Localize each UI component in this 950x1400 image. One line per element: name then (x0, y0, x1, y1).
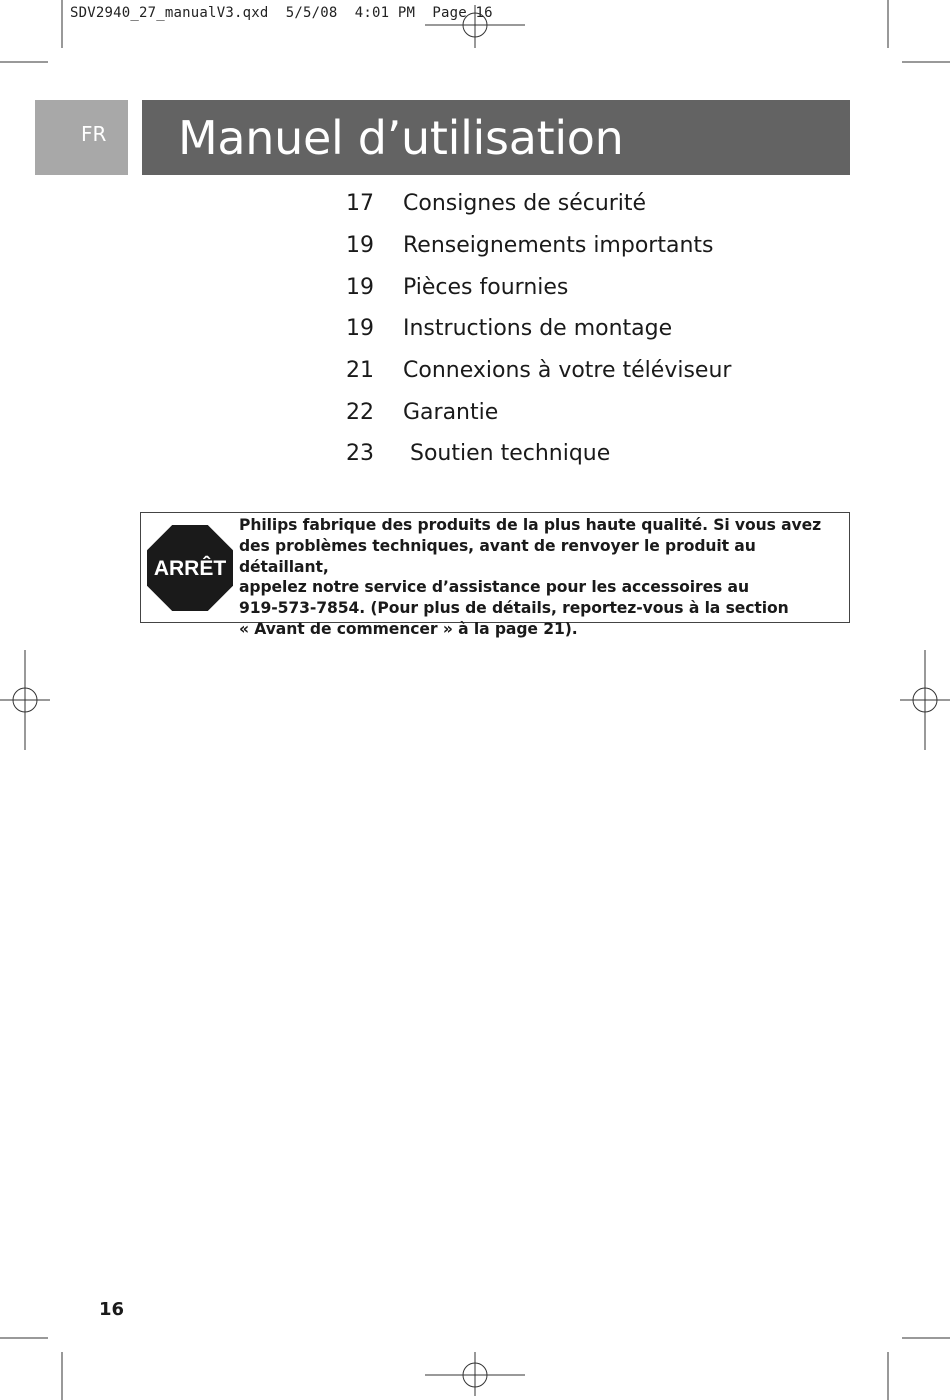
toc-label: Garantie (403, 399, 499, 425)
toc-entry[interactable] (346, 183, 731, 225)
toc-page-number: 19 (346, 316, 374, 342)
support-notice-text: Philips fabrique des produits de la plus haute qualité. Si vous avez des problèmes techniques, avant de renvoyer le produit au détaillant, appelez notre service d’assistance pour les accessoires au 919-573-7854. (Pour plus de détails, reportez-vous à la section « Avant de commencer » à la page 21). (239, 516, 822, 638)
page-number: 16 (99, 1299, 125, 1320)
toc-label: Connexions à votre téléviseur (403, 358, 732, 384)
toc-entry[interactable] (346, 433, 731, 475)
language-tab: FR (35, 100, 128, 175)
toc-page-number: 19 (346, 233, 374, 259)
table-of-contents (346, 183, 731, 475)
toc-entry[interactable] (346, 391, 731, 433)
registration-mark-bottom (425, 1352, 525, 1396)
page-title: Manuel d’utilisation (178, 111, 624, 165)
support-notice-box (140, 512, 850, 638)
registration-mark-left (0, 650, 50, 750)
toc-page-number: 23 (346, 441, 374, 467)
toc-entry[interactable] (346, 225, 731, 267)
registration-mark-right (900, 650, 950, 750)
toc-entry[interactable] (346, 350, 731, 392)
toc-label: Consignes de sécurité (403, 191, 647, 217)
title-bar (142, 100, 850, 175)
stop-sign-icon (147, 525, 233, 611)
stop-sign-label: ARRÊT (153, 557, 227, 580)
toc-page-number: 21 (346, 358, 374, 384)
file-slug-line: SDV2940_27_manualV3.qxd 5/5/08 4:01 PM Page 16 (70, 5, 493, 21)
toc-entry[interactable] (346, 308, 731, 350)
toc-label: Instructions de montage (403, 316, 673, 342)
toc-entry[interactable] (346, 266, 731, 308)
toc-page-number: 22 (346, 399, 374, 425)
toc-label: Renseignements importants (403, 233, 714, 259)
toc-page-number: 17 (346, 191, 374, 217)
toc-label: Pièces fournies (403, 274, 569, 300)
toc-page-number: 19 (346, 274, 374, 300)
toc-label: Soutien technique (403, 441, 611, 467)
registration-mark-top (425, 5, 525, 48)
